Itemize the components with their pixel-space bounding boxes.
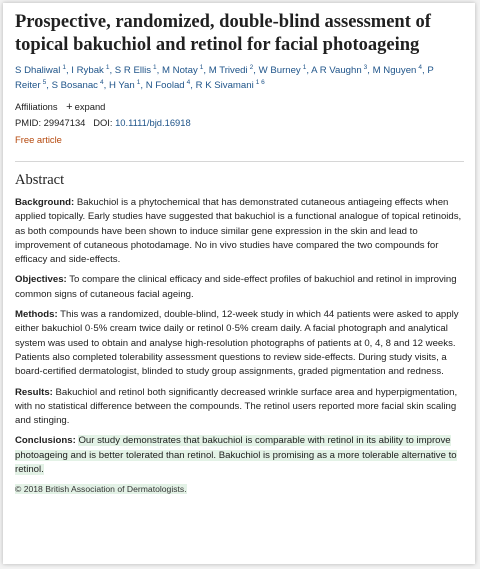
abstract-heading: Abstract (15, 172, 65, 188)
abstract-objectives (15, 273, 464, 302)
methods-text: This was a randomized, double-blind, 12-week study in which 44 patients were asked to apply either bakuchiol 0·5% cream twice daily or retinol 0·5% cream daily. A facial photograph and analytical system was used to obtain and analyse high-resolution photographs of patients at 0, 4, 8 and 12 weeks. Patients also completed tolerability assessment questions to review side-effects. During study visits, a board-certified dermatologist, blinded to study group assignments, graded pigmentation and redness. (15, 309, 459, 378)
affiliations-label: Affiliations (15, 101, 58, 112)
author-separator: , (367, 65, 373, 76)
author-separator: , (65, 65, 72, 76)
abstract-results (15, 386, 464, 429)
author-affiliation-number[interactable]: 4 (186, 78, 191, 86)
author-name: S R Ellis (114, 65, 152, 76)
divider (15, 161, 464, 162)
objectives-text: To compare the clinical efficacy and side-effect profiles of bakuchiol and retinol in improving common signs of cutaneous facial ageing. (15, 274, 457, 300)
identifiers-row (15, 116, 464, 130)
copyright-text: © 2018 British Association of Dermatologists. (15, 484, 187, 495)
author-name: M Trivedi (208, 65, 248, 76)
author-name: I Rybak (71, 65, 104, 76)
conclusions-label: Conclusions: (15, 435, 76, 447)
objectives-label: Objectives: (15, 274, 67, 286)
doi-label: DOI: (93, 117, 113, 128)
author-name: S Bosanac (51, 80, 98, 91)
author-name: N Foolad (145, 80, 185, 91)
author-affiliation-number[interactable]: 1 (153, 63, 157, 71)
abstract-methods (15, 308, 464, 379)
author-link[interactable] (209, 65, 254, 76)
copyright-notice (15, 483, 464, 496)
author-link[interactable] (162, 65, 203, 76)
author-name: R K Sivamani (195, 80, 254, 91)
author-link[interactable] (259, 65, 307, 76)
author-affiliation-number[interactable]: 1 (105, 63, 110, 71)
author-affiliation-number[interactable]: 1 (62, 63, 66, 71)
doi-link[interactable]: 10.1111/bjd.16918 (115, 117, 191, 128)
background-label: Background: (15, 197, 75, 208)
author-link[interactable] (373, 65, 422, 76)
author-separator: , (190, 80, 196, 91)
author-separator: , (306, 65, 312, 76)
plus-icon: + (66, 101, 73, 113)
results-label: Results: (15, 386, 53, 398)
author-separator: , (103, 80, 109, 91)
methods-label: Methods: (15, 309, 58, 321)
author-link[interactable] (15, 65, 66, 76)
author-affiliation-number[interactable]: 4 (99, 78, 104, 86)
author-affiliation-number[interactable]: 1 6 (255, 78, 265, 86)
author-affiliation-number[interactable]: 1 (136, 78, 141, 86)
author-separator: , (422, 65, 428, 76)
author-link[interactable] (311, 65, 367, 76)
article-card (3, 3, 475, 564)
results-text: Bakuchiol and retinol both significantly decreased wrinkle surface area and hyperpigmentation, with no statistical difference between the compounds. The retinol users reported more facial skin scaling and stinging. (15, 386, 458, 427)
author-link[interactable] (115, 65, 157, 76)
article-title: Prospective, randomized, double-blind assessment of topical bakuchiol and retinol for facial photoageing (15, 12, 431, 55)
author-link[interactable] (196, 80, 265, 91)
author-name: M Nguyen (372, 65, 417, 76)
author-affiliation-number[interactable]: 4 (418, 63, 422, 71)
abstract-background (15, 196, 464, 267)
author-name: P Reiter (15, 65, 434, 91)
author-list (15, 63, 464, 93)
author-affiliation-number[interactable]: 5 (42, 78, 47, 86)
free-article-link[interactable]: Free article (15, 134, 62, 145)
author-separator: , (109, 65, 115, 76)
pmid-label: PMID: (15, 117, 42, 128)
author-name: M Notay (162, 65, 198, 76)
author-separator: , (156, 65, 163, 76)
author-affiliation-number[interactable]: 2 (249, 63, 254, 71)
conclusions-text: Our study demonstrates that bakuchiol is comparable with retinol in its ability to improve photoageing and is better tolerated than retinol. Bakuchiol is promising as a more tolerable alternative to retinol. (15, 435, 457, 476)
author-link[interactable] (52, 80, 104, 91)
author-link[interactable] (109, 80, 140, 91)
background-text: Bakuchiol is a phytochemical that has demonstrated cutaneous antiageing effects when applied topically. Early studies have suggested that bakuchiol is a functional analogue of topical retinoids, as both compounds have been shown to induce similar gene expression in the skin and lead to improvement of cutaneous photodamage. No in vivo studies have compared the two compounds for efficacy and side-effects. (15, 197, 462, 266)
author-separator: , (46, 80, 52, 91)
author-name: H Yan (108, 80, 135, 91)
author-affiliation-number[interactable]: 3 (363, 63, 368, 71)
pmid-value: 29947134 (43, 117, 86, 128)
expand-toggle[interactable] (60, 101, 105, 112)
author-affiliation-number[interactable]: 1 (199, 63, 204, 71)
author-name: W Burney (258, 65, 301, 76)
expand-label: expand (74, 101, 106, 112)
author-separator: , (140, 80, 146, 91)
affiliations-row (15, 100, 464, 114)
author-link[interactable] (146, 80, 191, 91)
author-separator: , (253, 65, 259, 76)
author-name: A R Vaughn (311, 65, 362, 76)
author-separator: , (203, 65, 209, 76)
author-name: S Dhaliwal (15, 65, 61, 76)
abstract-conclusions (15, 434, 464, 477)
author-affiliation-number[interactable]: 1 (302, 63, 307, 71)
author-link[interactable] (71, 65, 109, 76)
